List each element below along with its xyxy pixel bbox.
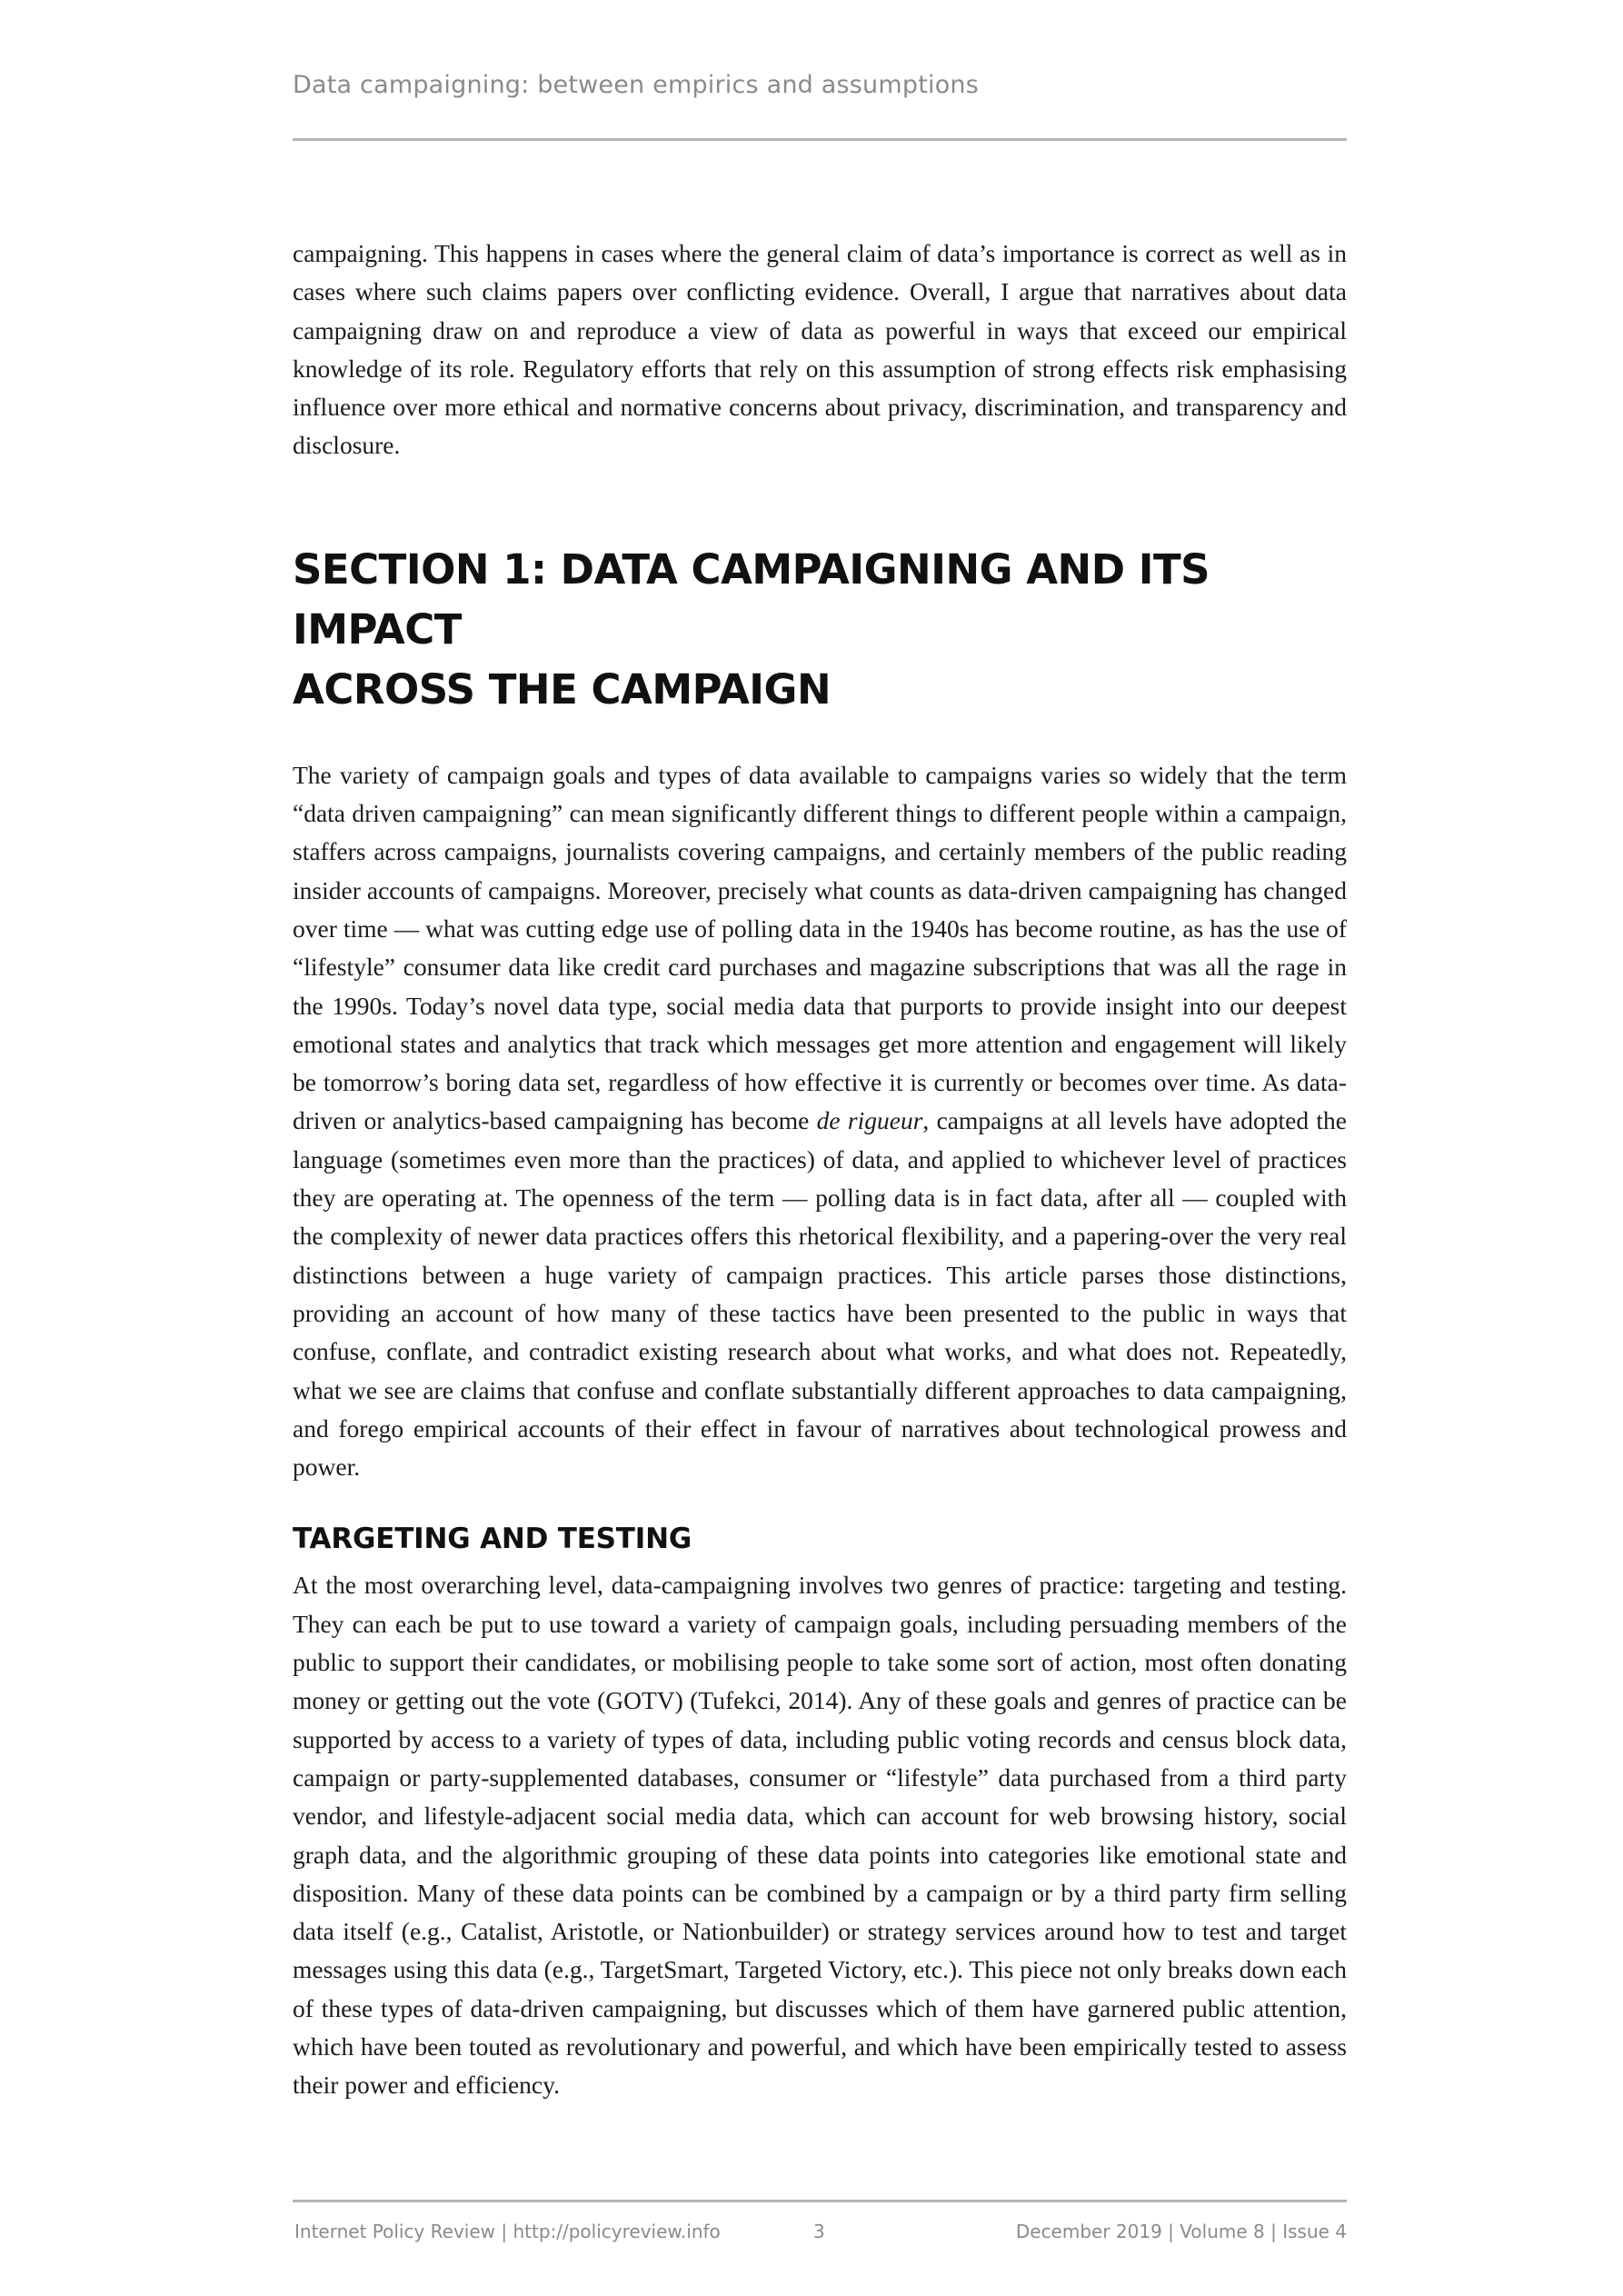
- section-heading: [293, 540, 1347, 720]
- footer-issue: December 2019 | Volume 8 | Issue 4: [1015, 2221, 1347, 2242]
- section-heading-line-2: ACROSS THE CAMPAIGN: [293, 664, 831, 714]
- subsection-heading: TARGETING AND TESTING: [293, 1522, 692, 1556]
- footer-rule: [293, 2200, 1347, 2202]
- section-paragraph-part-1: The variety of campaign goals and types of data available to campaigns varies so widely that the term “data driven campaigning” can mean significantly different things to different people within a campaign, staffers across campaigns, journalists covering campaigns, and certainly members of the public reading insider accounts of campaigns. Moreover, precisely what counts as data-driven campaigning has changed over time — what was cutting edge use of polling data in the 1940s has become routine, as has the use of “lifestyle” consumer data like credit card purchases and magazine subscriptions that was all the rage in the 1990s. Today’s novel data type, social media data that purports to provide insight into our deepest emotional states and analytics that track which messages get more attention and engagement will likely be tomorrow’s boring data set, regardless of how effective it is currently or becomes over time. As data-driven or analytics-based campaigning has become: [293, 760, 1347, 1135]
- section-paragraph-italic: de rigueur: [816, 1106, 923, 1135]
- intro-paragraph: campaigning. This happens in cases where the general claim of data’s importance is correct as well as in cases where such claims papers over conflicting evidence. Overall, I argue that narratives about data campaigning draw on and reproduce a view of data as powerful in ways that exceed our empirical knowledge of its role. Regulatory efforts that rely on this assumption of strong effects risk emphasising influence over more ethical and normative concerns about privacy, discrimination, and transparency and disclosure.: [293, 239, 1347, 460]
- header-rule: [293, 138, 1347, 141]
- footer-page-number: 3: [813, 2221, 825, 2242]
- footer-journal: Internet Policy Review | http://policyreview.info: [294, 2221, 721, 2242]
- section-paragraph: [293, 756, 1347, 1487]
- running-header: Data campaigning: between empirics and assumptions: [293, 71, 979, 99]
- section-paragraph-part-2: , campaigns at all levels have adopted the language (sometimes even more than the practices) of data, and applied to whichever level of practices they are operating at. The openness of the term — polling data is in fact data, after all — coupled with the complexity of newer data practices offers this rhetorical flexibility, and a papering-over the very real distinctions between a huge variety of campaign practices. This article parses those distinctions, providing an account of how many of these tactics have been presented to the public in ways that confuse, conflate, and contradict existing research about what works, and what does not. Repeatedly, what we see are claims that confuse and conflate substantially different approaches to data campaigning, and forego empirical accounts of their effect in favour of narratives about technological prowess and power.: [293, 1106, 1347, 1482]
- subsection-paragraph: At the most overarching level, data-campaigning involves two genres of practice: targeting and testing. They can each be put to use toward a variety of campaign goals, including persuading members of the public to support their candidates, or mobilising people to take some sort of action, most often donating money or getting out the vote (GOTV) (Tufekci, 2014). Any of these goals and genres of practice can be supported by access to a variety of types of data, including public voting records and census block data, campaign or party-supplemented databases, consumer or “lifestyle” data purchased from a third party vendor, and lifestyle-adjacent social media data, which can account for web browsing history, social graph data, and the algorithmic grouping of these data points into categories like emotional state and disposition. Many of these data points can be combined by a campaign or by a third party firm selling data itself (e.g., Catalist, Aristotle, or Nationbuilder) or strategy services around how to test and target messages using this data (e.g., TargetSmart, Targeted Victory, etc.). This piece not only breaks down each of these types of data-driven campaigning, but discusses which of them have garnered public attention, which have been touted as revolutionary and powerful, and which have been empirically tested to assess their power and efficiency.: [293, 1571, 1347, 2100]
- article-body: [293, 235, 1347, 2105]
- section-heading-line-1: SECTION 1: DATA CAMPAIGNING AND ITS IMPACT: [293, 544, 1210, 654]
